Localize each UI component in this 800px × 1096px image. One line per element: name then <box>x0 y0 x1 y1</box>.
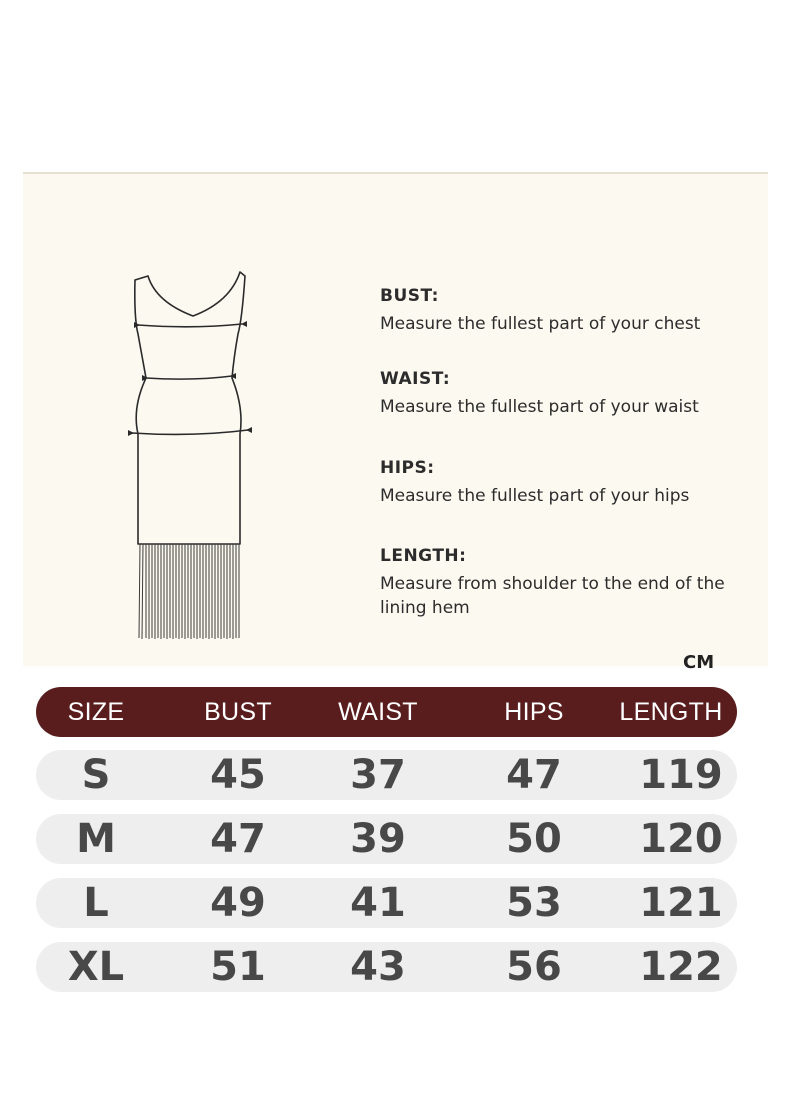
header-length: LENGTH <box>619 697 723 726</box>
bust-instruction <box>380 286 760 336</box>
length-cell: 122 <box>639 944 723 990</box>
hips-cell: 50 <box>506 816 562 862</box>
waist-cell: 41 <box>350 880 406 926</box>
waist-cell: 39 <box>350 816 406 862</box>
hips-cell: 47 <box>506 752 562 798</box>
header-hips: HIPS <box>504 697 564 726</box>
table-row <box>36 814 737 864</box>
dress-measurement-diagram-icon <box>98 258 268 650</box>
bust-cell: 47 <box>210 816 266 862</box>
bust-description: Measure the fullest part of your chest <box>380 314 701 334</box>
header-bust: BUST <box>204 697 272 726</box>
hips-cell: 56 <box>506 944 562 990</box>
header-waist: WAIST <box>338 697 418 726</box>
waist-description: Measure the fullest part of your waist <box>380 397 699 417</box>
waist-title: WAIST: <box>380 369 451 389</box>
bust-cell: 49 <box>210 880 266 926</box>
hips-instruction <box>380 458 760 508</box>
length-title: LENGTH: <box>380 546 467 566</box>
header-size: SIZE <box>67 697 125 726</box>
table-row <box>36 942 737 992</box>
table-row <box>36 878 737 928</box>
waist-instruction <box>380 369 760 419</box>
hips-title: HIPS: <box>380 458 435 478</box>
waist-cell: 43 <box>350 944 406 990</box>
length-cell: 121 <box>639 880 723 926</box>
bust-cell: 51 <box>210 944 266 990</box>
bust-title: BUST: <box>380 286 439 306</box>
unit-label: CM <box>683 652 715 673</box>
hips-cell: 53 <box>506 880 562 926</box>
length-cell: 119 <box>639 752 723 798</box>
length-description: Measure from shoulder to the end of the lining hem <box>380 574 725 618</box>
size-cell: M <box>76 816 116 862</box>
hips-description: Measure the fullest part of your hips <box>380 486 690 506</box>
length-instruction <box>380 546 740 620</box>
size-chart-header <box>36 687 737 737</box>
size-cell: S <box>81 752 111 798</box>
table-row <box>36 750 737 800</box>
size-cell: XL <box>67 944 125 990</box>
size-cell: L <box>83 880 109 926</box>
waist-cell: 37 <box>350 752 406 798</box>
bust-cell: 45 <box>210 752 266 798</box>
length-cell: 120 <box>639 816 723 862</box>
